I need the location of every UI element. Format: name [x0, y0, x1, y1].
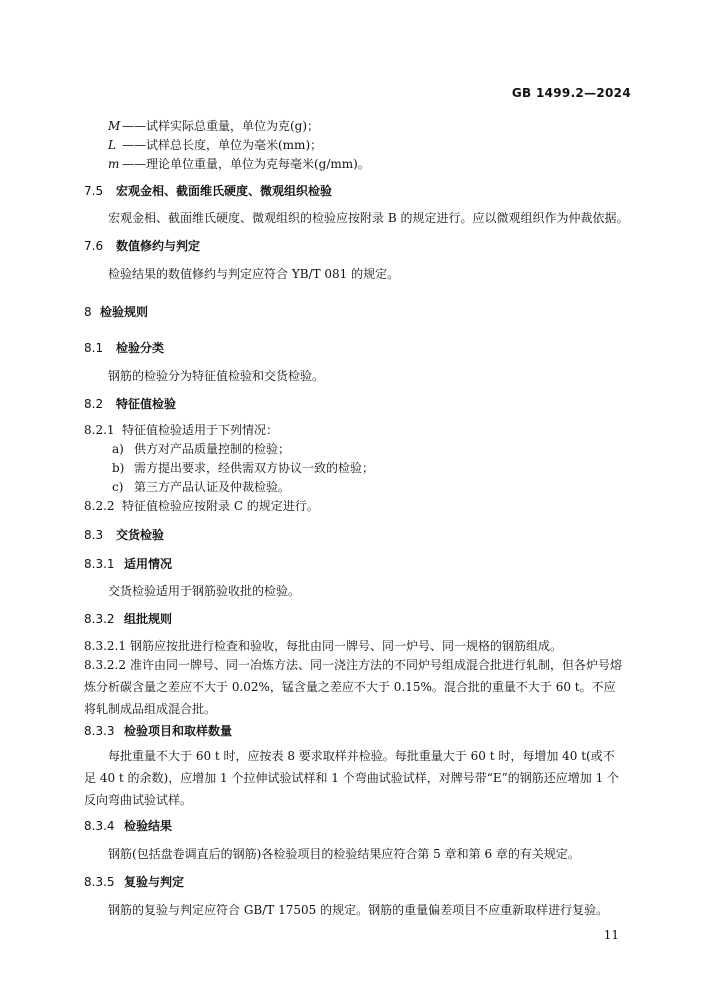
section-heading-8-3 [84, 527, 164, 543]
chapter-number: 8 [84, 305, 92, 319]
list-marker: a) [112, 442, 124, 456]
section-number: 7.5 [84, 184, 104, 198]
clause-8-3-2-2 [84, 654, 624, 720]
symbol-description: ——理论单位重量，单位为克每毫米(g/mm)。 [122, 157, 370, 171]
list-marker: c) [112, 480, 124, 494]
list-item-text: 需方提出要求，经供需双方协议一致的检验； [134, 461, 375, 475]
section-number: 7.6 [84, 239, 104, 253]
section-title: 交货检验 [116, 528, 165, 542]
section-heading-7-5 [84, 183, 332, 199]
subsection-title: 检验项目和取样数量 [124, 724, 233, 738]
subsection-text-8-3-5: 钢筋的复验与判定应符合 GB/T 17505 的规定。钢筋的重量偏差项目不应重新取样进行复验。 [108, 903, 609, 917]
clause-number: 8.2.1 [84, 423, 115, 437]
clause-text: 特征值检验应按附录 C 的规定进行。 [122, 499, 319, 513]
subsection-title: 检验结果 [124, 819, 173, 833]
symbol-description: ——试样实际总重量，单位为克(g)； [122, 119, 320, 133]
clause-number: 8.2.2 [84, 499, 115, 513]
subsection-number: 8.3.3 [84, 724, 115, 738]
symbol: L [108, 138, 116, 152]
section-heading-8-2 [84, 396, 176, 412]
section-title: 宏观金相、截面维氏硬度、微观组织检验 [116, 184, 333, 198]
subsection-heading-8-3-5 [84, 874, 184, 890]
subsection-title: 组批规则 [124, 612, 173, 626]
subsection-text-8-3-4: 钢筋(包括盘卷调直后的钢筋)各检验项目的检验结果应符合第 5 章和第 6 章的有关规定。 [108, 847, 580, 861]
symbol-definition-m [108, 156, 370, 172]
subsection-number: 8.3.1 [84, 557, 115, 571]
chapter-title: 检验规则 [100, 305, 149, 319]
chapter-heading-8 [84, 304, 148, 320]
symbol-definition-L [108, 137, 322, 153]
subsection-heading-8-3-3 [84, 723, 232, 739]
section-number: 8.1 [84, 341, 104, 355]
standard-code: GB 1499.2—2024 [511, 86, 631, 100]
section-text-7-6: 检验结果的数值修约与判定应符合 YB/T 081 的规定。 [108, 267, 400, 281]
list-item-text: 供方对产品质量控制的检验； [134, 442, 291, 456]
subsection-title: 复验与判定 [124, 875, 185, 889]
list-item-text: 第三方产品认证及仲裁检验。 [134, 480, 291, 494]
subsection-text-8-3-3: 每批重量不大于 60 t 时，应按表 8 要求取样并检验。每批重量大于 60 t 时，每增加 40 t(或不足 40 t 的余数)，应增加 1 个拉伸试验试样和 1 个弯曲试验试样，对牌号带“E”的钢筋还应增加 1 个反向弯曲试验试样。 [84, 749, 620, 807]
clause-text: 钢筋应按批进行检查和验收，每批由同一牌号、同一炉号、同一规格的钢筋组成。 [130, 639, 563, 653]
section-text-8-1: 钢筋的检验分为特征值检验和交货检验。 [108, 369, 325, 383]
list-item-b [112, 460, 374, 476]
subsection-number: 8.3.4 [84, 819, 115, 833]
clause-text: 特征值检验适用于下列情况： [122, 423, 279, 437]
section-number: 8.2 [84, 397, 104, 411]
symbol: m [108, 157, 120, 171]
section-heading-8-1 [84, 340, 164, 356]
subsection-heading-8-3-4 [84, 818, 172, 834]
page-number: 11 [603, 928, 619, 942]
section-number: 8.3 [84, 528, 104, 542]
clause-number: 8.3.2.1 [84, 639, 126, 653]
clause-8-2-1 [84, 422, 278, 438]
clause-8-3-2-1 [84, 638, 562, 654]
list-item-a [112, 441, 290, 457]
subsection-text-8-3-1: 交货检验适用于钢筋验收批的检验。 [108, 584, 301, 598]
section-heading-7-6 [84, 238, 200, 254]
subsection-title: 适用情况 [124, 557, 173, 571]
symbol: M [108, 119, 121, 133]
list-item-c [112, 479, 290, 495]
clause-number: 8.3.2.2 [84, 658, 126, 672]
list-marker: b) [112, 461, 125, 475]
symbol-definition-M [108, 118, 319, 134]
subsection-number: 8.3.2 [84, 612, 115, 626]
section-title: 检验分类 [116, 341, 165, 355]
clause-8-2-2 [84, 498, 319, 514]
section-title: 数值修约与判定 [116, 239, 201, 253]
subsection-heading-8-3-1 [84, 556, 172, 572]
subsection-number: 8.3.5 [84, 875, 115, 889]
section-title: 特征值检验 [116, 397, 177, 411]
symbol-description: ——试样总长度，单位为毫米(mm)； [122, 138, 323, 152]
clause-text: 准许由同一牌号、同一冶炼方法、同一浇注方法的不同炉号组成混合批进行轧制，但各炉号熔炼分析碳含量之差应不大于 0.02%，锰含量之差应不大于 0.15%。混合批的重量不大于 60 t。不应将轧制成品组成混合批。 [84, 658, 623, 716]
section-text-7-5: 宏观金相、截面维氏硬度、微观组织的检验应按附录 B 的规定进行。应以微观组织作为仲裁依据。 [108, 211, 629, 225]
subsection-heading-8-3-2 [84, 611, 172, 627]
